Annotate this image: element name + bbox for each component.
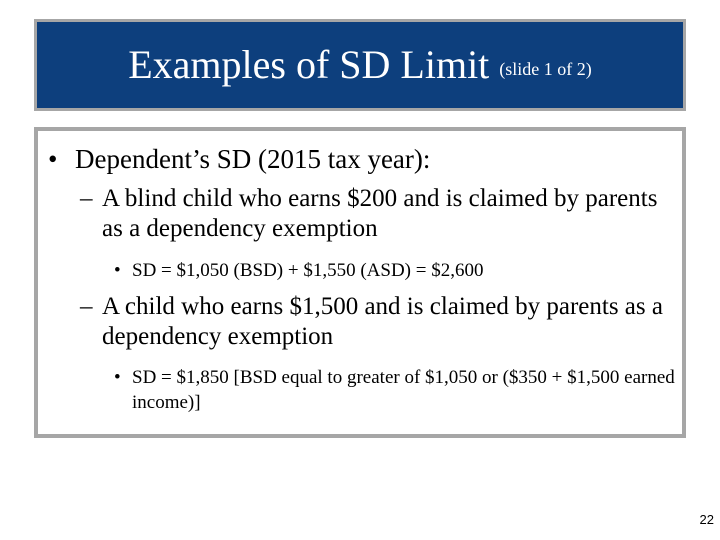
sub-sub-item-text: SD = $1,050 (BSD) + $1,550 (ASD) = $2,600 <box>132 260 484 281</box>
slide-content-box <box>34 127 686 438</box>
bullet-marker: • <box>114 260 121 281</box>
sub-item-text: A child who earns $1,500 and is claimed by parents as a dependency exemption <box>102 293 663 350</box>
slide-title-banner <box>34 19 686 111</box>
sub-item <box>80 184 680 244</box>
dash-marker: – <box>80 293 93 320</box>
sub-item-text: A blind child who earns $200 and is claimed by parents as a dependency exemption <box>102 185 658 242</box>
slide-title: Examples of SD Limit <box>128 42 490 87</box>
sub-item <box>80 292 680 352</box>
page-number: 22 <box>699 512 714 527</box>
sub-sub-item <box>114 365 684 415</box>
dash-marker: – <box>80 185 93 212</box>
sub-sub-item-text: SD = $1,850 [BSD equal to greater of $1,050 or ($350 + $1,500 earned income)] <box>132 367 675 413</box>
sub-sub-item <box>114 258 684 283</box>
bullet-marker: • <box>114 367 121 388</box>
main-bullet <box>48 143 430 175</box>
bullet-marker: • <box>48 144 58 174</box>
slide-title-note: (slide 1 of 2) <box>499 58 592 79</box>
main-bullet-text: Dependent’s SD (2015 tax year): <box>75 144 431 174</box>
